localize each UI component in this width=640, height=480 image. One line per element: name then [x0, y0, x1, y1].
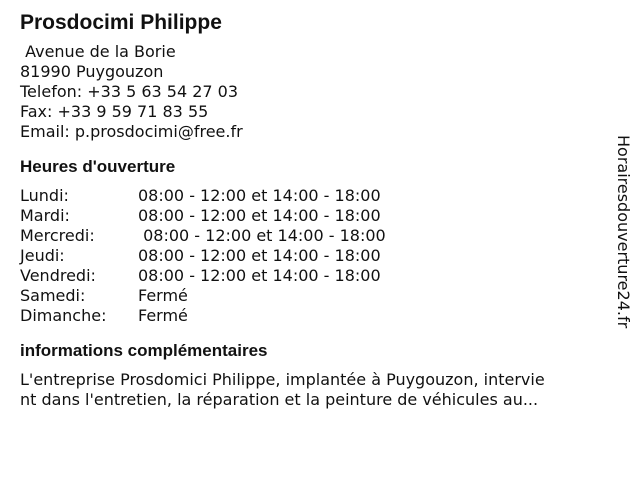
- day-hours: Fermé: [138, 306, 188, 325]
- phone-number: Telefon: +33 5 63 54 27 03: [20, 82, 239, 101]
- street-address: Avenue de la Borie: [20, 42, 176, 61]
- day-hours: 08:00 - 12:00 et 14:00 - 18:00: [138, 226, 386, 245]
- description-line-2: nt dans l'entretien, la réparation et la peinture de véhicules au...: [20, 390, 539, 409]
- hours-row-sunday: [20, 306, 595, 326]
- fax-number: Fax: +33 9 59 71 83 55: [20, 102, 209, 121]
- hours-row-monday: [20, 186, 595, 206]
- day-label: Mardi:: [20, 206, 70, 225]
- day-label: Lundi:: [20, 186, 69, 205]
- hours-row-friday: [20, 266, 595, 286]
- description-line-1: L'entreprise Prosdomici Philippe, implantée à Puygouzon, intervie: [20, 370, 545, 389]
- day-hours: 08:00 - 12:00 et 14:00 - 18:00: [138, 186, 381, 205]
- day-hours: Fermé: [138, 286, 188, 305]
- business-name: Prosdocimi Philippe: [20, 11, 222, 34]
- hours-row-tuesday: [20, 206, 595, 226]
- day-label: Samedi:: [20, 286, 86, 305]
- hours-row-saturday: [20, 286, 595, 306]
- business-card: [20, 10, 595, 410]
- day-hours: 08:00 - 12:00 et 14:00 - 18:00: [138, 206, 381, 225]
- day-label: Dimanche:: [20, 306, 107, 325]
- day-label: Vendredi:: [20, 266, 96, 285]
- day-label: Jeudi:: [20, 246, 65, 265]
- hours-row-thursday: [20, 246, 595, 266]
- city-postcode: 81990 Puygouzon: [20, 62, 164, 81]
- day-hours: 08:00 - 12:00 et 14:00 - 18:00: [138, 246, 381, 265]
- day-hours: 08:00 - 12:00 et 14:00 - 18:00: [138, 266, 381, 285]
- hours-row-wednesday: [20, 226, 595, 246]
- opening-hours-table: [20, 186, 595, 326]
- site-watermark: Horairesdouverture24.fr: [614, 135, 633, 329]
- email-address: Email: p.prosdocimi@free.fr: [20, 122, 243, 141]
- additional-info-heading: informations complémentaires: [20, 341, 268, 360]
- opening-hours-heading: Heures d'ouverture: [20, 157, 176, 176]
- day-label: Mercredi:: [20, 226, 95, 245]
